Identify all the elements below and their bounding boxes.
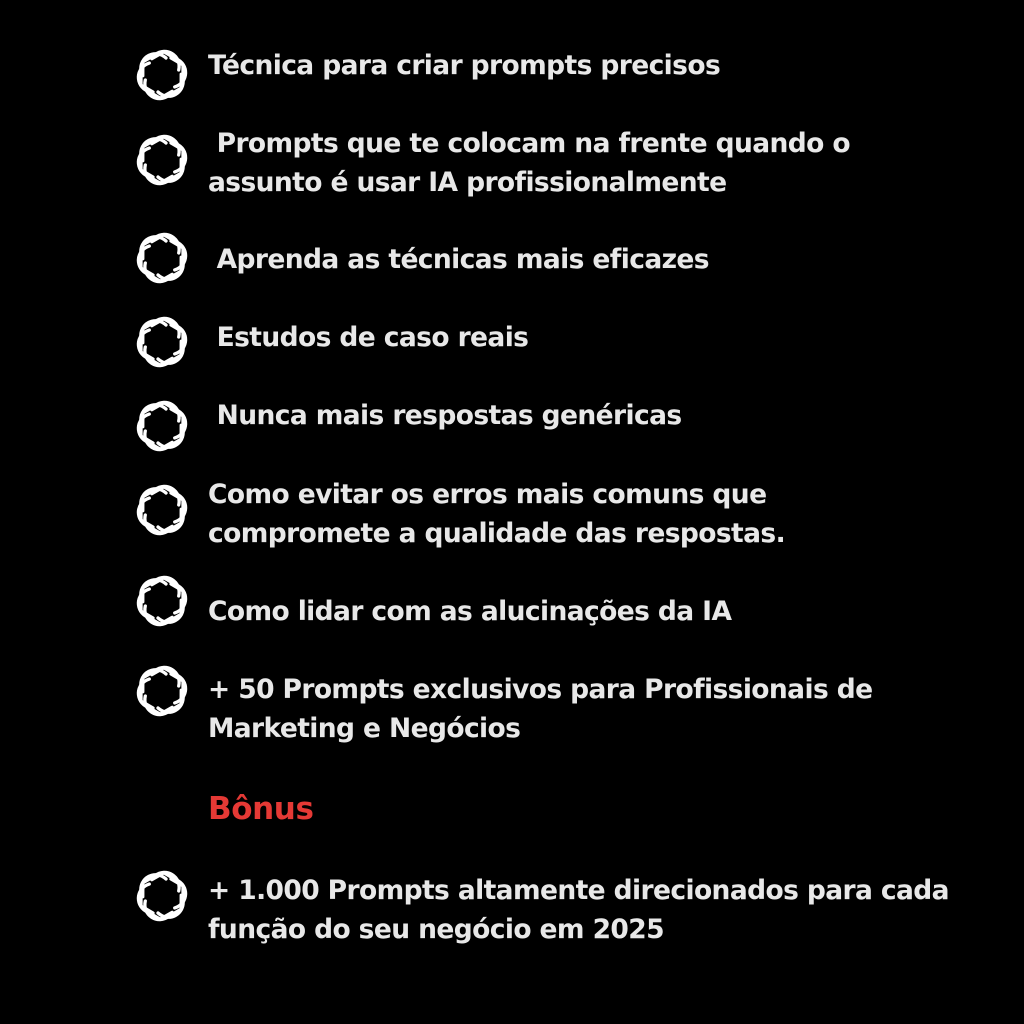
feature-text: Estudos de caso reais — [208, 322, 529, 353]
openai-logo-icon — [133, 46, 191, 104]
openai-logo-icon — [133, 662, 191, 720]
feature-text: Prompts que te colocam na frente quando o assunto é usar IA profissionalmente — [208, 128, 850, 198]
feature-text: Nunca mais respostas genéricas — [208, 400, 682, 431]
openai-logo-icon — [133, 131, 191, 189]
feature-text: Como evitar os erros mais comuns que compromete a qualidade das respostas. — [208, 479, 786, 549]
bonus-heading: Bônus — [208, 791, 314, 827]
feature-text: Aprenda as técnicas mais eficazes — [208, 244, 709, 275]
bonus-text: + 1.000 Prompts altamente direcionados para cada função do seu negócio em 2025 — [208, 875, 949, 945]
openai-logo-icon — [133, 229, 191, 287]
openai-logo-icon — [133, 313, 191, 371]
openai-logo-icon — [133, 397, 191, 455]
openai-logo-icon — [133, 867, 191, 925]
openai-logo-icon — [133, 572, 191, 630]
feature-text: + 50 Prompts exclusivos para Profissionais de Marketing e Negócios — [208, 674, 873, 744]
openai-logo-icon — [133, 481, 191, 539]
feature-text: Técnica para criar prompts precisos — [208, 50, 721, 81]
feature-text: Como lidar com as alucinações da IA — [208, 596, 732, 627]
